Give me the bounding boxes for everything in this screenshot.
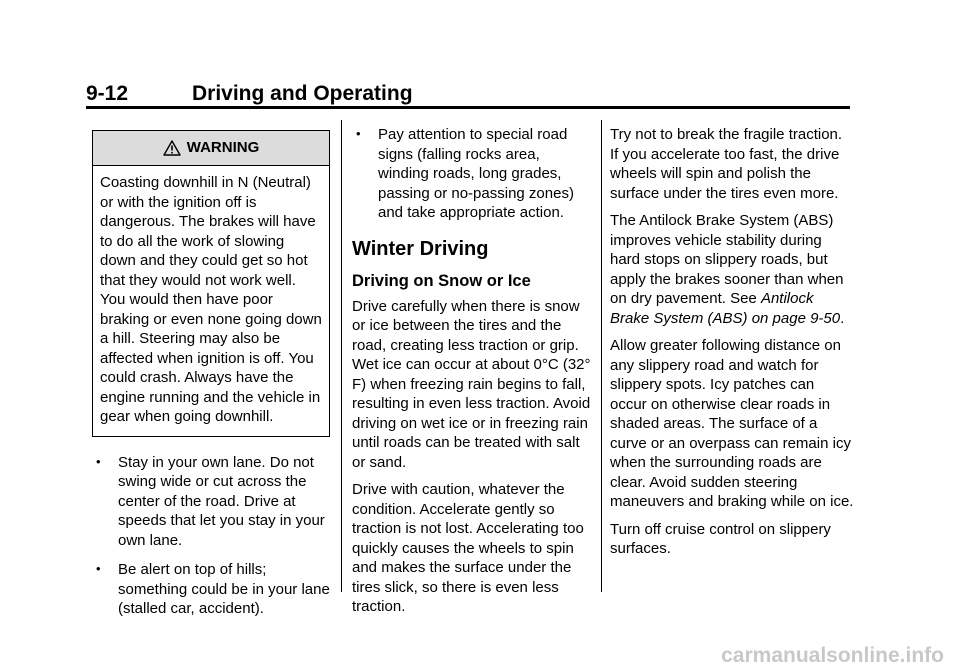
- column-divider-2: [601, 120, 602, 592]
- paragraph: Drive with caution, whatever the condition. Accelerate gently so traction is not lost. Accelerating too quickly causes the wheels to spin and makes the surface under the tires slick, so there is even less traction.: [352, 481, 584, 615]
- warning-text: Coasting downhill in N (Neutral) or with the ignition off is dangerous. The brakes will have to do all the work of slowing down and they could get so hot that they would not work well. You would then have poor braking or even none going down a hill. Steering may also be affected when ignition is off. You could crash. Always have the engine running and the vehicle in gear when going downhill.: [100, 174, 322, 425]
- bullet-text: Pay attention to special road signs (falling rocks area, winding roads, long grades, passing or no-passing zones) and take appropriate action.: [378, 126, 574, 221]
- page-number: 9-12: [86, 82, 129, 105]
- list-item: [352, 125, 592, 223]
- paragraph-end: .: [840, 309, 845, 327]
- bullet-list-col2: [352, 125, 592, 223]
- paragraph: Drive carefully when there is snow or ice between the tires and the road, creating less traction or grip. Wet ice can occur at about 0°C (32° F) when freezing rain begins to fall, resulting in even less traction. Avoid driving on wet ice or in freezing rain until roads can be treated with salt or sand.: [352, 297, 591, 471]
- bullet-text: Stay in your own lane. Do not swing wide or cut across the center of the road. Drive at speeds that let you stay in your own lane.: [118, 453, 325, 549]
- warning-box: [92, 130, 330, 437]
- paragraph-abs: [610, 211, 854, 328]
- paragraph: Try not to break the fragile traction. If you accelerate too fast, the drive wheels will spin and polish the surface under the tires even more.: [610, 126, 843, 202]
- section-title: Winter Driving: [352, 237, 489, 260]
- warning-label: WARNING: [186, 139, 260, 157]
- column-3: [610, 125, 854, 567]
- bullet-dot-icon: •: [356, 126, 361, 141]
- warning-header: [93, 131, 329, 166]
- bullet-list-col1: [92, 453, 332, 619]
- page-title: Driving and Operating: [192, 82, 413, 105]
- watermark: carmanualsonline.info: [721, 644, 944, 667]
- warning-triangle-icon: [163, 140, 181, 156]
- paragraph: Turn off cruise control on slippery surfaces.: [610, 520, 831, 557]
- paragraph: Allow greater following distance on any slippery road and watch for slippery spots. Icy patches can occur on otherwise clear roads in shaded areas. The surface of a curve or an overpass can remain icy when the surrounding roads are clear. Avoid sudden steering maneuvers and braking while on ice.: [610, 337, 854, 510]
- bullet-text: Be alert on top of hills; something could be in your lane (stalled car, accident).: [118, 561, 330, 617]
- list-item: [92, 560, 332, 619]
- subsection-title: Driving on Snow or Ice: [352, 271, 531, 290]
- bullet-dot-icon: •: [96, 453, 101, 469]
- list-item: [92, 453, 332, 551]
- column-divider-1: [341, 120, 342, 592]
- header-rule: [86, 106, 850, 109]
- column-1: [92, 130, 332, 629]
- paragraph-text: The Antilock Brake System (ABS) improves vehicle stability during hard stops on slippery roads, but apply the brakes sooner than when on dry pavement. See: [610, 212, 844, 307]
- bullet-dot-icon: •: [96, 561, 101, 576]
- column-2: [352, 125, 592, 625]
- cross-reference-link[interactable]: Antilock Brake System (ABS) on page 9-50: [610, 290, 841, 327]
